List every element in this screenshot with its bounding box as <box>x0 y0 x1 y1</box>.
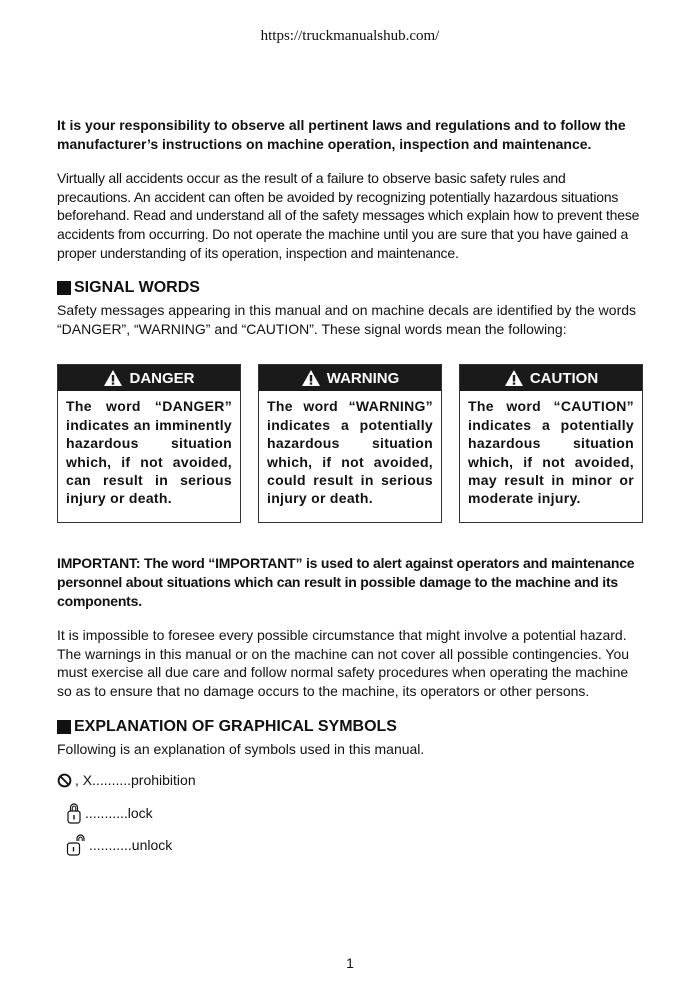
signal-words-description: Safety messages appearing in this manual and on machine decals are identified by the words “DANGER”, “WARNING” and “CAUTION”. These signal words mean the following: <box>57 302 637 337</box>
symbol-lock-label: ...........lock <box>85 805 153 822</box>
warning-triangle-icon <box>301 369 321 387</box>
caution-box-header <box>460 365 642 391</box>
warning-label: WARNING <box>326 369 400 387</box>
accidents-paragraph: Virtually all accidents occur as the result of a failure to observe basic safety rules and precautions. An accident can often be avoided by recognizing potentially hazardous situations beforehand. Read and understand all of the safety messages which explain how to prevent these accidents from occurring. Do not operate the machine until you are sure that you have gained a proper understanding of its operation, inspection and maintenance. <box>57 170 640 261</box>
warning-text: The word “WARNING” indicates a potentially hazardous situation which, if not avoided, could result in serious injury or death. <box>267 398 433 507</box>
danger-text: The word “DANGER” indicates an imminently hazardous situation which, if not avoided, can result in serious injury or death. <box>66 398 232 507</box>
danger-box <box>57 364 241 523</box>
page-number: 1 <box>346 955 354 971</box>
symbol-lock-row <box>66 801 643 825</box>
symbol-unlock-label: ...........unlock <box>89 837 173 854</box>
responsibility-paragraph: It is your responsibility to observe all pertinent laws and regulations and to follow the manufacturer’s instructions on machine operation, inspection and maintenance. <box>57 117 626 152</box>
symbol-unlock-row <box>66 833 643 857</box>
warning-triangle-icon <box>103 369 123 387</box>
danger-label: DANGER <box>129 369 195 387</box>
lock-icon <box>66 801 82 825</box>
signal-words-title: SIGNAL WORDS <box>74 279 200 297</box>
unlock-icon <box>66 833 86 857</box>
warning-triangle-icon <box>504 369 524 387</box>
symbols-title: EXPLANATION OF GRAPHICAL SYMBOLS <box>74 717 397 735</box>
heading-square-icon <box>57 720 71 734</box>
warning-box <box>258 364 442 523</box>
caution-box <box>459 364 643 523</box>
caution-label: CAUTION <box>529 369 599 387</box>
symbols-description: Following is an explanation of symbols used in this manual. <box>57 740 425 757</box>
symbol-prohibition-row <box>57 772 643 788</box>
heading-square-icon <box>57 281 71 295</box>
caution-text: The word “CAUTION” indicates a potentially hazardous situation which, if not avoided, may result in minor or moderate injury. <box>468 398 634 507</box>
foresee-paragraph: It is impossible to foresee every possible circumstance that might involve a potential hazard. The warnings in this manual or on the machine can not cover all possible contingencies. You must exercise all due care and follow normal safety procedures when operating the machine so as to ensure that no damage occurs to the machine, its operators or other persons. <box>57 627 630 699</box>
prohibition-icon <box>57 773 72 788</box>
symbols-heading <box>57 718 643 736</box>
symbol-prohibition-label: , X..........prohibition <box>75 772 196 789</box>
source-url: https://truckmanualshub.com/ <box>260 28 440 44</box>
signal-word-boxes <box>57 364 643 523</box>
page-content <box>57 116 643 857</box>
important-paragraph: IMPORTANT: The word “IMPORTANT” is used to alert against operators and maintenance personnel about situations which can result in possible damage to the machine and its components. <box>57 555 635 609</box>
danger-box-header <box>58 365 240 391</box>
warning-box-header <box>259 365 441 391</box>
signal-words-heading <box>57 279 643 297</box>
